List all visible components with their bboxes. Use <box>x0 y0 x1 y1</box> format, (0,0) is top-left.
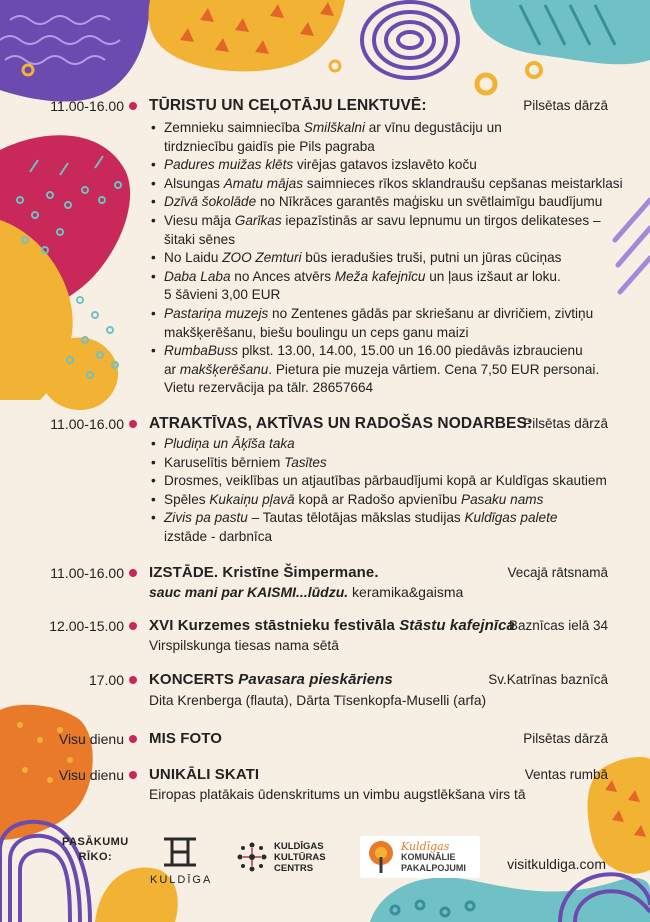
italic-text: Kukaiņu pļavā <box>209 491 295 507</box>
event-5-title-italic: Pavasara pieskāriens <box>238 671 393 688</box>
list-item-line: makšķerēšanu, biešu boulingu un ceps ganu maizi <box>164 324 469 340</box>
list-item-line: • Viesu māja Garīkas iepazīstinās ar savu lepnumu un tirgos delikateses – <box>164 212 601 228</box>
event-5-time: 17.00 <box>88 672 124 688</box>
list-item-line: Vietu rezervācija pa tālr. 28657664 <box>164 380 374 396</box>
event-5-description: Dita Krenberga (flauta), Dārta Tīsenkopfa-Muselli (arfa) <box>149 693 487 708</box>
event-7-location: Ventas rumbā <box>524 767 608 782</box>
italic-text: Dzīvā šokolāde <box>164 194 257 210</box>
list-item <box>149 454 609 473</box>
event-1-location: Pilsētas dārzā <box>523 98 608 113</box>
list-item <box>149 268 609 305</box>
event-6-location: Pilsētas dārzā <box>523 731 608 746</box>
event-5-title-main: KONCERTS <box>149 671 239 688</box>
event-4-time: 12.00-15.00 <box>49 618 124 634</box>
kuldiga-emblem-icon <box>160 836 200 868</box>
utilities-logo-text <box>401 841 466 874</box>
event-4-title-main: XVI Kurzemes stāstnieku festivāla <box>149 617 400 634</box>
event-2-location: Pilsētas dārzā <box>523 416 608 431</box>
event-6-title: MIS FOTO <box>149 730 223 747</box>
list-item <box>149 249 609 268</box>
culture-center-logo <box>235 840 326 874</box>
list-item <box>149 491 609 510</box>
event-1-title: TŪRISTU UN CEĻOTĀJU LENKTUVĒ: <box>149 97 427 114</box>
event-1-time: 11.00-16.00 <box>50 98 124 114</box>
list-item <box>149 175 623 194</box>
list-item-line: • Drosmes, veiklības un atjautības pārbaudījumi kopā ar Kuldīgas skautiem <box>164 473 607 489</box>
list-item <box>149 193 609 212</box>
event-5-location: Sv.Katrīnas baznīcā <box>488 672 608 687</box>
event-4-title <box>149 617 515 635</box>
list-item-line: • No Laidu ZOO Zemturi būs ieradušies truši, putni un jūras cūciņas <box>164 250 562 266</box>
event-3-location: Vecajā rātsnamā <box>507 565 608 580</box>
event-7-title: UNIKĀLI SKATI <box>149 766 260 783</box>
teal-blob-bottom-right <box>370 877 650 922</box>
kuldiga-logo <box>150 836 213 886</box>
event-2-title: ATRAKTĪVAS, AKTĪVAS UN RADOŠAS NODARBES: <box>149 415 533 432</box>
tree-icon <box>364 839 398 875</box>
list-item-line: • Daba Laba no Ances atvērs Meža kafejnīcu un ļaus izšaut ar loku. <box>164 268 561 284</box>
list-item <box>149 342 609 398</box>
italic-text: Amatu mājas <box>223 175 304 191</box>
list-item-line: • Alsungas Amatu mājas saimnieces rīkos sklandraušu cepšanas meistarklasi <box>164 175 623 191</box>
list-item-line: • Padures muižas klēts virējas gatavos izslavēto koču <box>164 157 477 173</box>
organizers-label-line2: RĪKO: <box>78 851 113 863</box>
italic-text: Tasītes <box>284 454 327 470</box>
list-item-line: • Spēles Kukaiņu pļavā kopā ar Radošo apvienību Pasaku nams <box>164 491 544 507</box>
list-item-line: šitaki sēnes <box>164 231 236 247</box>
italic-text: RumbaBuss <box>164 343 239 359</box>
culture-center-line1: KULDĪGAS <box>274 840 324 852</box>
event-6-bullet <box>129 735 137 743</box>
event-3-bullet <box>129 569 137 577</box>
list-item-line: • Karuselītis bērniem Tasītes <box>164 454 327 470</box>
website-link[interactable]: visitkuldiga.com <box>507 856 606 872</box>
list-item <box>149 472 609 491</box>
list-item-line: • Dzīvā šokolāde no Nīkrāces garantēs maģisku un svētlaimīgu baudījumu <box>164 194 603 210</box>
event-3-subtitle <box>149 583 463 601</box>
utilities-logo-script: Kuldīgas <box>401 839 450 853</box>
utilities-logo-line1: KOMUNĀLIE <box>401 851 456 862</box>
organizers-label-line1: PASĀKUMU <box>62 836 129 848</box>
event-4-location: Baznīcas ielā 34 <box>508 618 608 633</box>
italic-text: Meža kafejnīcu <box>334 268 426 284</box>
list-item <box>149 305 609 342</box>
event-1-list <box>149 119 623 398</box>
culture-center-text <box>274 841 326 874</box>
italic-text: Pludiņa un Āķīša taka <box>164 436 295 451</box>
event-2-bullet <box>129 420 137 428</box>
event-4-bullet <box>129 622 137 630</box>
event-6-time: Visu dienu <box>58 731 124 747</box>
italic-text: Pastariņa muzejs <box>164 305 269 321</box>
list-item-line: 5 šāvieni 3,00 EUR <box>164 287 281 303</box>
list-item <box>149 435 609 454</box>
kuldiga-logo-text: KULDĪGA <box>150 874 213 886</box>
italic-text: makšķerēšanu <box>179 361 269 377</box>
list-item-line: tirdzniecību gaidīs pie Pils pagraba <box>164 138 375 154</box>
spiral-top-right <box>362 2 458 78</box>
list-item-line: • Zemnieku saimniecība Smilškalni ar vīnu degustāciju un <box>164 120 502 135</box>
orange-blob-top <box>149 0 345 71</box>
event-2-time: 11.00-16.00 <box>50 416 124 432</box>
italic-text: Smilškalni <box>303 120 365 135</box>
event-5-bullet <box>129 676 137 684</box>
list-item <box>149 212 609 249</box>
organizers-label <box>62 835 129 865</box>
list-item-line: • Zivis pa pastu – Tautas tēlotājas mākslas studijas Kuldīgas palete <box>164 510 558 526</box>
event-4-title-italic: Stāstu kafejnīca <box>399 617 516 634</box>
list-item-line: • Pastariņa muzejs no Zentenes gādās par skriešanu ar divričiem, zivtiņu <box>164 305 594 321</box>
italic-text: Garīkas <box>234 212 282 228</box>
utilities-logo-line2: PAKALPOJUMI <box>401 862 466 873</box>
event-7-time: Visu dienu <box>58 767 124 783</box>
list-item-line: ar makšķerēšanu. Pietura pie muzeja vārtiem. Cena 7,50 EUR personai. <box>164 361 600 377</box>
italic-text: ZOO Zemturi <box>222 250 302 266</box>
italic-text: Kuldīgas palete <box>464 510 558 526</box>
italic-text: Pasaku nams <box>461 491 544 507</box>
culture-center-line2: KULTŪRAS <box>274 851 326 863</box>
event-4-description: Virspilskunga tiesas nama sētā <box>149 638 339 653</box>
italic-text: Padures muižas klēts <box>164 157 294 173</box>
event-7-description: Eiropas platākais ūdenskritums un vimbu augstlēkšana virs tā <box>149 787 526 802</box>
event-3-title: IZSTĀDE. Kristīne Šimpermane. <box>149 564 379 581</box>
purple-stripes-right <box>615 200 650 292</box>
list-item <box>149 156 609 175</box>
event-2-list <box>149 435 609 547</box>
event-7-bullet <box>129 771 137 779</box>
culture-center-icon <box>235 840 269 874</box>
event-3-time: 11.00-16.00 <box>50 565 124 581</box>
event-3-subtitle-rest: keramika&gaisma <box>348 584 464 600</box>
list-item <box>149 509 609 546</box>
event-3-subtitle-bold: sauc mani par KAISMI...lūdzu. <box>149 584 349 600</box>
list-item <box>149 119 609 156</box>
italic-text: Zivis pa pastu <box>164 510 248 526</box>
utilities-logo <box>360 836 480 878</box>
list-item-line <box>164 435 609 454</box>
list-item-line: izstāde - darbnīca <box>164 528 273 544</box>
event-1-bullet <box>129 102 137 110</box>
list-item-line: • RumbaBuss plkst. 13.00, 14.00, 15.00 un 16.00 piedāvās izbraucienu <box>164 343 583 359</box>
italic-text: Daba Laba <box>164 268 231 284</box>
culture-center-line3: CENTRS <box>274 862 314 874</box>
event-5-title <box>149 671 393 689</box>
